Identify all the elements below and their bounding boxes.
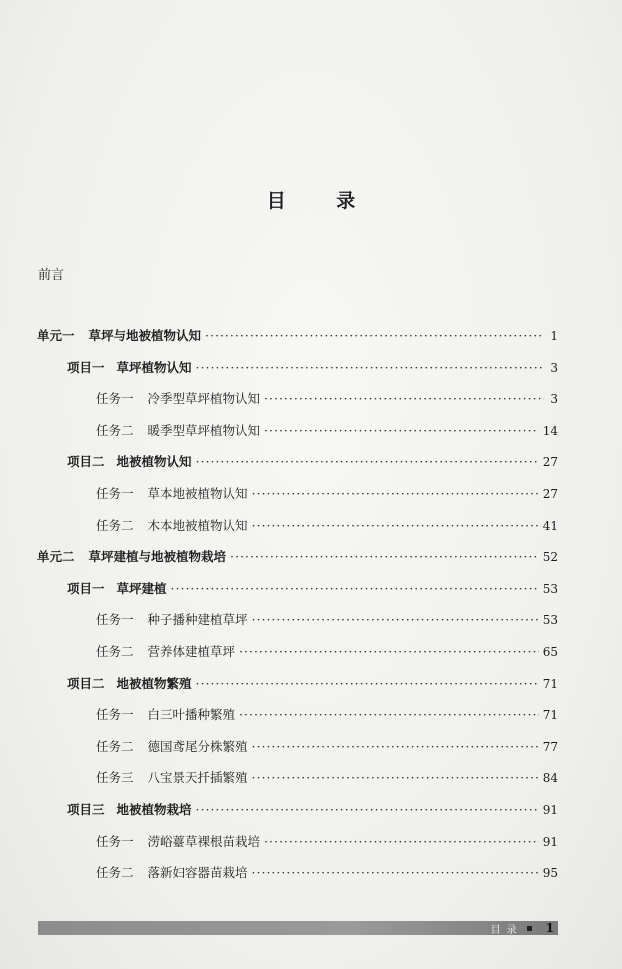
toc-entry-level-1[interactable] [37,547,558,567]
toc-entry-page: 52 [542,550,558,565]
toc-entry-title: 地被植物繁殖 [116,675,192,691]
square-bullet-icon [527,926,532,931]
toc-leader-dots [205,328,544,343]
toc-entry-page: 84 [542,771,558,786]
toc-entry-number: 项目二 [67,675,105,691]
toc-entry-title: 地被植物认知 [116,454,192,470]
toc-entry-level-2[interactable] [67,358,558,378]
toc-leader-dots [171,581,539,596]
toc-entry-number: 项目三 [67,802,105,817]
toc-entry-level-3[interactable] [96,832,558,852]
toc-leader-dots [230,549,539,564]
toc-entry-level-3[interactable] [96,389,558,409]
toc-leader-dots [252,739,539,754]
toc-entry-page: 91 [542,803,558,817]
toc-entry-number: 任务二 [96,865,134,881]
toc-leader-dots [264,834,539,849]
toc-leader-dots [252,518,539,533]
toc-entry-number: 项目二 [67,454,105,470]
toc-leader-dots [239,707,539,722]
toc-entry-title: 地被植物栽培 [116,802,192,817]
toc-entry-title: 木本地被植物认知 [147,517,248,533]
toc-entry-title: 暖季型草坪植物认知 [147,422,261,438]
toc-entry-level-2[interactable] [67,579,558,599]
toc-entry-number: 任务二 [96,644,134,659]
toc-entry-title: 草坪与地被植物认知 [88,328,202,343]
toc-leader-dots [196,802,539,817]
toc-entry-title: 草坪建植 [116,580,167,596]
toc-entry-level-1[interactable] [37,326,558,346]
toc-entry-title: 德国鸢尾分株繁殖 [147,738,248,754]
toc-entry-number: 单元二 [37,549,75,565]
toc-entry-number: 任务一 [96,486,134,501]
toc-entry-level-3[interactable] [96,610,558,630]
toc-entry-number: 任务二 [96,517,134,533]
toc-entry-title: 草本地被植物认知 [147,486,248,501]
toc-entry-page: 77 [542,739,558,754]
toc-entry-title: 种子播种建植草坪 [147,612,248,628]
preface-entry[interactable]: 前言 [38,268,65,283]
toc-entry-page: 27 [542,487,558,501]
toc-leader-dots [252,612,539,627]
toc-entry-number: 任务二 [96,422,134,438]
footer-bar [38,921,558,935]
toc-entry-level-3[interactable] [96,421,558,441]
toc-leader-dots [196,454,539,469]
toc-leader-dots [252,865,539,880]
toc-entry-number: 任务一 [96,612,134,628]
toc-entry-page: 27 [542,455,558,470]
toc-entry-title: 冷季型草坪植物认知 [147,391,261,407]
toc-entry-number: 任务一 [96,833,134,849]
toc-entry-level-2[interactable] [67,800,558,820]
toc-entry-title: 营养体建植草坪 [147,644,236,659]
toc-entry-title: 草坪植物认知 [116,359,192,375]
toc-entry-page: 65 [542,645,558,659]
toc-entry-number: 任务三 [96,770,134,786]
toc-entry-page: 91 [542,834,558,849]
toc-entry-page: 3 [550,360,558,375]
toc-entry-number: 单元一 [37,328,75,343]
page-title: 目 录 [266,190,378,212]
toc-entry-page: 95 [542,866,558,881]
toc-entry-level-3[interactable] [96,863,558,883]
footer-label: 目录 [490,924,523,936]
toc-entry-page: 53 [542,613,558,628]
toc-entry-level-3[interactable] [96,705,558,725]
toc-entry-number: 项目一 [67,359,105,375]
toc-entry-level-2[interactable] [67,674,558,694]
toc-entry-page: 3 [550,392,558,407]
page-number: 1 [545,921,554,935]
toc-entry-level-3[interactable] [96,737,558,757]
toc-entry-title: 八宝景天扦插繁殖 [147,770,248,786]
toc-leader-dots [252,770,539,785]
toc-entry-number: 任务一 [96,707,134,723]
toc-leader-dots [239,644,539,659]
toc-entry-level-3[interactable] [96,768,558,788]
toc-leader-dots [264,423,539,438]
toc-entry-page: 41 [542,518,558,533]
toc-entry-level-2[interactable] [67,452,558,472]
toc-entry-title: 白三叶播种繁殖 [147,707,236,723]
toc-entry-number: 项目一 [67,580,105,596]
toc-entry-level-3[interactable] [96,642,558,662]
toc-entry-title: 落新妇容器苗栽培 [147,865,248,881]
toc-leader-dots [196,676,539,691]
toc-entry-page: 1 [550,329,558,343]
toc-entry-page: 71 [542,708,558,723]
toc-leader-dots [264,391,544,406]
toc-entry-page: 71 [542,676,558,691]
toc-entry-title: 涝峪薹草裸根苗栽培 [147,833,261,849]
toc-entry-page: 53 [542,581,558,596]
toc-entry-level-3[interactable] [96,484,558,504]
toc-entry-title: 草坪建植与地被植物栽培 [88,549,227,565]
toc-entry-number: 任务一 [96,391,134,407]
toc-entry-level-3[interactable] [96,516,558,536]
toc-entry-number: 任务二 [96,738,134,754]
toc-entry-page: 14 [542,423,558,438]
toc-leader-dots [196,360,544,375]
toc-leader-dots [252,486,539,501]
